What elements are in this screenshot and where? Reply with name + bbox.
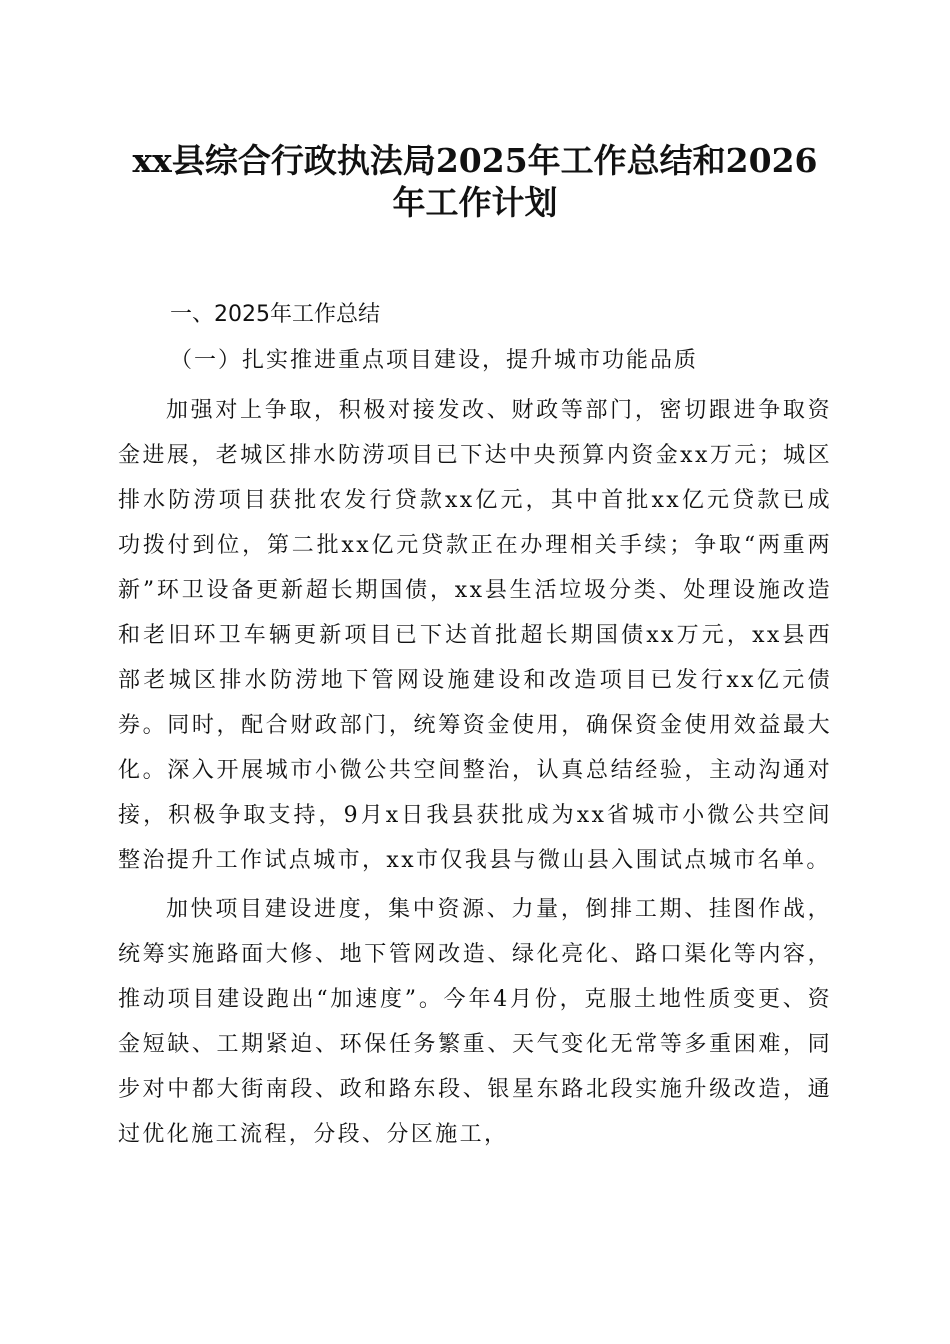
title-line-1: xx县综合行政执法局2025年工作总结和2026 [132, 141, 818, 180]
title-line-2: 年工作计划 [392, 183, 558, 222]
subsection-heading-key-projects: （一）扎实推进重点项目建设，提升城市功能品质 [170, 348, 699, 373]
document-title [118, 140, 832, 224]
body-paragraph-2: 加快项目建设进度，集中资源、力量，倒排工期、挂图作战，统筹实施路面大修、地下管网改造、绿化亮化、路口渠化等内容，推动项目建设跑出“加速度”。今年4月份，克服土地性质变更、资金短缺、工期紧迫、环保任务繁重、天气变化无常等多重困难，同步对中都大街南段、政和路东段、银星东路北段实施升级改造，通过优化施工流程，分段、分区施工， [118, 897, 832, 1147]
body-paragraph-1: 加强对上争取，积极对接发改、财政等部门，密切跟进争取资金进展，老城区排水防涝项目已下达中央预算内资金xx万元；城区排水防涝项目获批农发行贷款xx亿元，其中首批xx亿元贷款已成功拨付到位，第二批xx亿元贷款正在办理相关手续；争取“两重两新”环卫设备更新超长期国债，xx县生活垃圾分类、处理设施改造和老旧环卫车辆更新项目已下达首批超长期国债xx万元，xx县西部老城区排水防涝地下管网设施建设和改造项目已发行xx亿元债券。同时，配合财政部门，统筹资金使用，确保资金使用效益最大化。深入开展城市小微公共空间整治，认真总结经验，主动沟通对接，积极争取支持，9月x日我县获批成为xx省城市小微公共空间整治提升工作试点城市，xx市仅我县与微山县入围试点城市名单。 [118, 398, 832, 873]
section-heading-work-summary: 一、2025年工作总结 [170, 302, 380, 327]
